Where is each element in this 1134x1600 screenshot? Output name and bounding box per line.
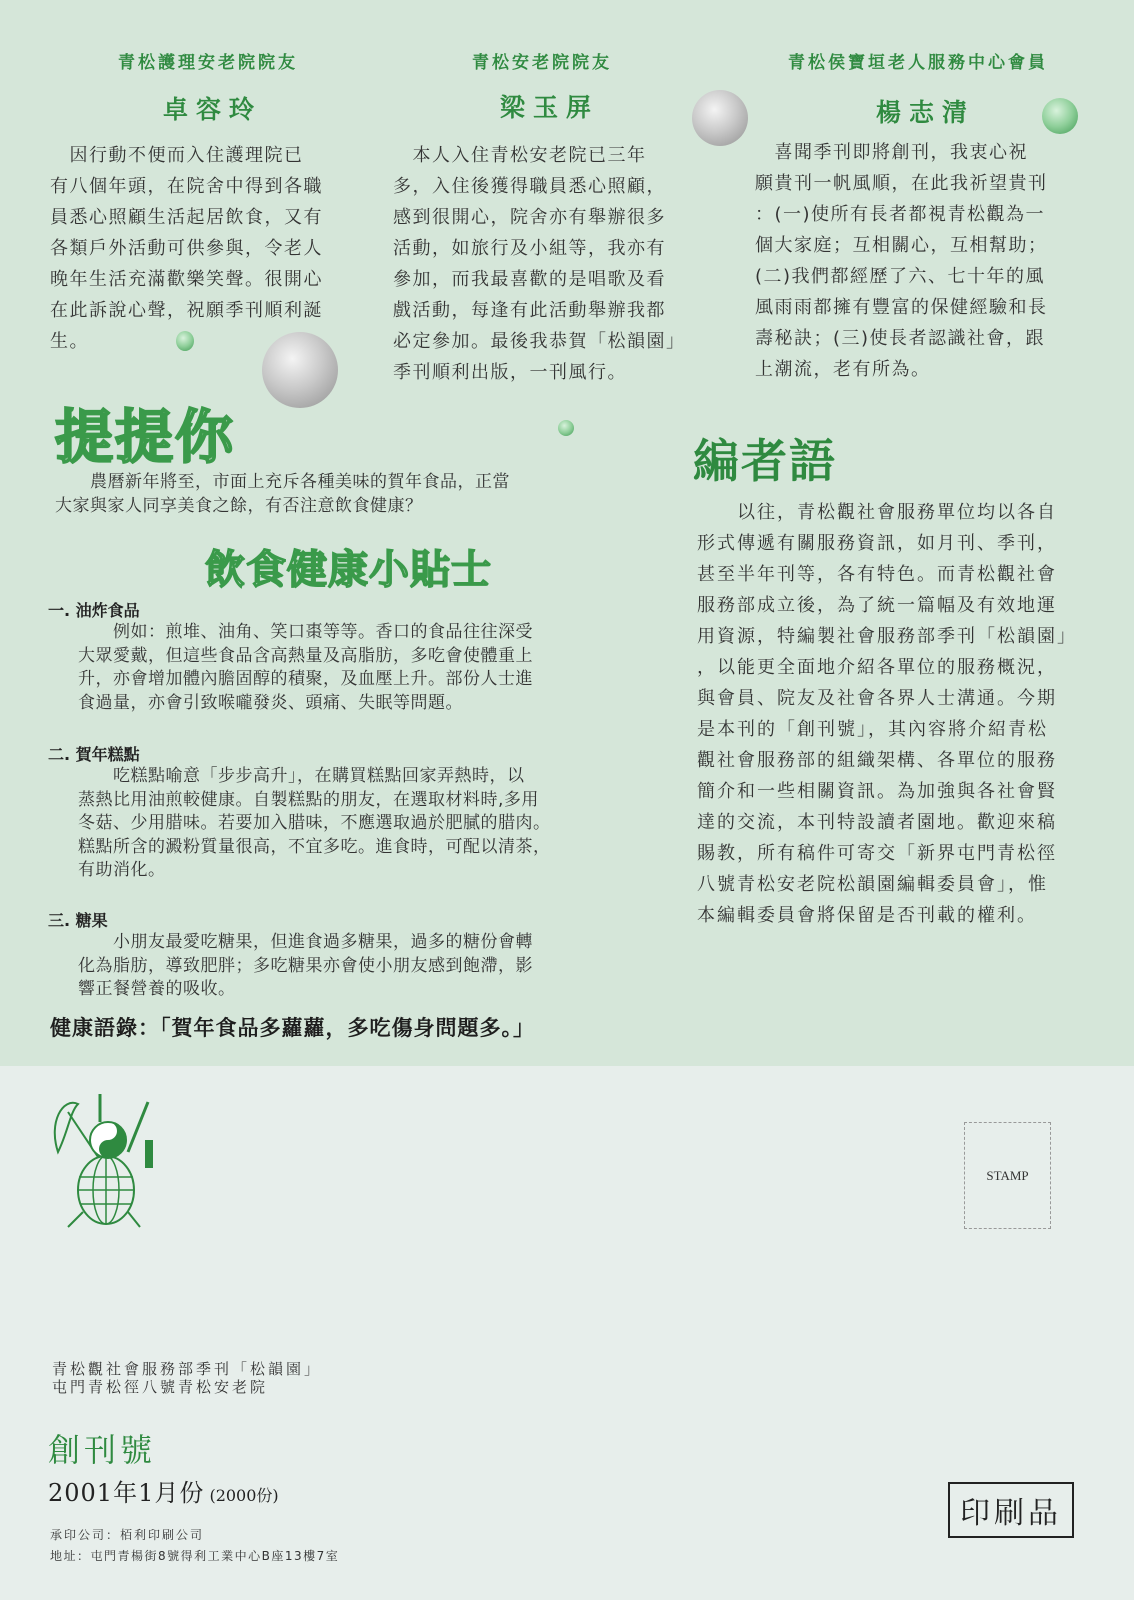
text-line: 個大家庭；互相關心，互相幫助；: [755, 235, 1048, 256]
text-line: 壽秘訣；(三)使長者認識社會，跟: [755, 328, 1046, 349]
text-line: 冬菇、少用腊味。若要加入腊味，不應選取過於肥膩的腊肉。: [78, 813, 551, 833]
text-line: 各類戶外活動可供參與，令老人: [50, 238, 323, 259]
text-line: 賜教，所有稿件可寄交「新界屯門青松徑: [697, 843, 1057, 864]
text-line: 大眾愛戴，但這些食品含高熱量及高脂肪，多吃會使體重上: [78, 645, 533, 666]
text-line: 甚至半年刊等，各有特色。而青松觀社會: [697, 564, 1057, 585]
testimonial-body: [50, 140, 323, 357]
text-line: 服務部成立後，為了統一篇幅及有效地運: [697, 595, 1057, 616]
text-line: 吃糕點喻意「步步高升」，在購買糕點回家弄熱時，以: [78, 766, 525, 786]
health-quote: 健康語錄：「賀年食品多蘿蘿，多吃傷身問題多。」: [50, 1015, 535, 1040]
tip-number: 一.: [48, 601, 71, 620]
text-line: 響正餐營養的吸收。: [78, 979, 236, 999]
text-line: 活動，如旅行及小組等，我亦有: [393, 238, 666, 259]
issue-title: 創刊號: [48, 1431, 157, 1469]
text-line: 有助消化。: [78, 860, 166, 880]
text-line: 必定參加。最後我恭賀「松韻園」: [393, 331, 686, 352]
stamp-label: STAMP: [986, 1167, 1029, 1183]
text-line: 多，入住後獲得職員悉心照顧，: [393, 176, 666, 197]
tip-title: 油炸食品: [75, 601, 140, 620]
testimonial-body: [393, 140, 686, 388]
text-line: 簡介和一些相關資訊。為加強與各社會賢: [697, 781, 1057, 802]
text-line: 參加，而我最喜歡的是唱歌及看: [393, 269, 666, 290]
tip-title: 賀年糕點: [75, 745, 140, 764]
text-line: 本編輯委員會將保留是否刊載的權利。: [697, 905, 1037, 926]
editorial-title: 編者語: [693, 434, 837, 488]
organization-logo: [48, 1092, 163, 1232]
text-line: 觀社會服務部的組織架構、各單位的服務: [697, 750, 1057, 771]
text-line: 員悉心照顧生活起居飲食，又有: [50, 207, 323, 228]
printed-matter-label: 印刷品: [948, 1482, 1074, 1538]
tip-section: [48, 598, 533, 715]
text-line: 達的交流，本刊特設讀者園地。歡迎來稿: [697, 812, 1057, 833]
text-line: 感到很開心，院舍亦有舉辦很多: [393, 207, 666, 228]
printer-address: 地址：屯門青楊街8號得利工業中心B座13樓7室: [50, 1549, 340, 1563]
tips-title: 飲食健康小貼士: [205, 547, 492, 593]
text-line: 升，亦會增加體內膽固醇的積聚，及血壓上升。部份人士進: [78, 669, 533, 689]
text-line: 上潮流，老有所為。: [755, 359, 931, 380]
reminder-title: 提提你: [55, 403, 236, 471]
tip-body: [78, 621, 533, 715]
testimonial-affiliation: 青松護理安老院院友: [118, 53, 298, 73]
testimonial-name: 楊志清: [876, 98, 976, 127]
testimonial-body: [755, 137, 1048, 385]
text-line: 八號青松安老院松韻園編輯委員會」，惟: [697, 874, 1048, 895]
text-line: ，以能更全面地介紹各單位的服務概況，: [697, 657, 1057, 678]
tip-body: [78, 765, 551, 883]
issue-date: 2001年1月份: [48, 1479, 205, 1507]
text-line: 願貴刊一帆風順，在此我祈望貴刊: [755, 173, 1048, 194]
text-line: ：(一)使所有長者都視青松觀為一: [755, 204, 1046, 225]
text-line: 與會員、院友及社會各界人士溝通。今期: [697, 688, 1057, 709]
text-line: 糕點所含的澱粉質量很高，不宜多吃。進食時，可配以清茶，: [78, 836, 551, 857]
tip-section: [48, 908, 533, 1002]
text-line: 生。: [50, 331, 89, 352]
text-line: 晚年生活充滿歡樂笑聲。很開心: [50, 269, 323, 290]
text-line: 是本刊的「創刊號」，其內容將介紹青松: [697, 719, 1048, 740]
text-line: 形式傳遞有關服務資訊，如月刊、季刊，: [697, 533, 1057, 554]
gray-sphere-decoration: [692, 90, 748, 146]
issue-copies: (2000份): [209, 1486, 279, 1505]
testimonial-name: 卓容玲: [163, 95, 263, 124]
text-line: 有八個年頭，在院舍中得到各職: [50, 176, 323, 197]
text-line: 蒸熱比用油煎較健康。自製糕點的朋友，在選取材料時,多用: [78, 789, 539, 810]
tip-title: 糖果: [75, 911, 108, 930]
text-line: 大家與家人同享美食之餘，有否注意飲食健康？: [55, 495, 423, 516]
green-sphere-decoration: [1042, 98, 1078, 134]
text-line: (二)我們都經歷了六、七十年的風: [755, 266, 1046, 287]
testimonial-name: 梁玉屏: [500, 93, 600, 122]
tip-number: 二.: [48, 745, 71, 764]
text-line: 季刊順利出版，一刊風行。: [393, 362, 627, 383]
tip-body: [78, 931, 533, 1002]
text-line: 本人入住青松安老院已三年: [393, 145, 647, 166]
testimonial-affiliation: 青松侯寶垣老人服務中心會員: [788, 53, 1048, 73]
text-line: 小朋友最愛吃糖果，但進食過多糖果，過多的糖份會轉: [78, 932, 533, 952]
text-line: 用資源，特編製社會服務部季刊「松韻園」: [697, 626, 1077, 647]
printer-name: 承印公司：栢利印刷公司: [50, 1528, 205, 1542]
sender-address: [52, 1360, 322, 1396]
text-line: 食過量，亦會引致喉嚨發炎、頭痛、失眠等問題。: [78, 692, 463, 713]
text-line: 戲活動，每逢有此活動舉辦我都: [393, 300, 666, 321]
text-line: 屯門青松徑八號青松安老院: [52, 1378, 269, 1396]
testimonial-affiliation: 青松安老院院友: [472, 53, 612, 73]
text-line: 農曆新年將至，市面上充斥各種美味的賀年食品，正當: [55, 472, 510, 492]
text-line: 以往，青松觀社會服務單位均以各自: [697, 502, 1057, 523]
tip-section: [48, 742, 551, 883]
reminder-intro: [55, 470, 510, 517]
text-line: 在此訴說心聲，祝願季刊順利誕: [50, 300, 323, 321]
text-line: 風雨雨都擁有豐富的保健經驗和長: [755, 297, 1048, 318]
editorial-body: [697, 497, 1077, 931]
text-line: 因行動不便而入住護理院已: [50, 145, 304, 166]
tip-number: 三.: [48, 911, 71, 930]
green-sphere-decoration: [558, 420, 574, 436]
text-line: 青松觀社會服務部季刊「松韻園」: [52, 1360, 323, 1378]
text-line: 化為脂肪，導致肥胖；多吃糖果亦會使小朋友感到飽滯，影: [78, 955, 533, 976]
stamp-placeholder: [964, 1122, 1051, 1229]
text-line: 例如：煎堆、油角、笑口棗等等。香口的食品往往深受: [78, 622, 533, 642]
issue-date-line: [48, 1473, 279, 1508]
text-line: 喜聞季刊即將創刊，我衷心祝: [755, 142, 1028, 163]
